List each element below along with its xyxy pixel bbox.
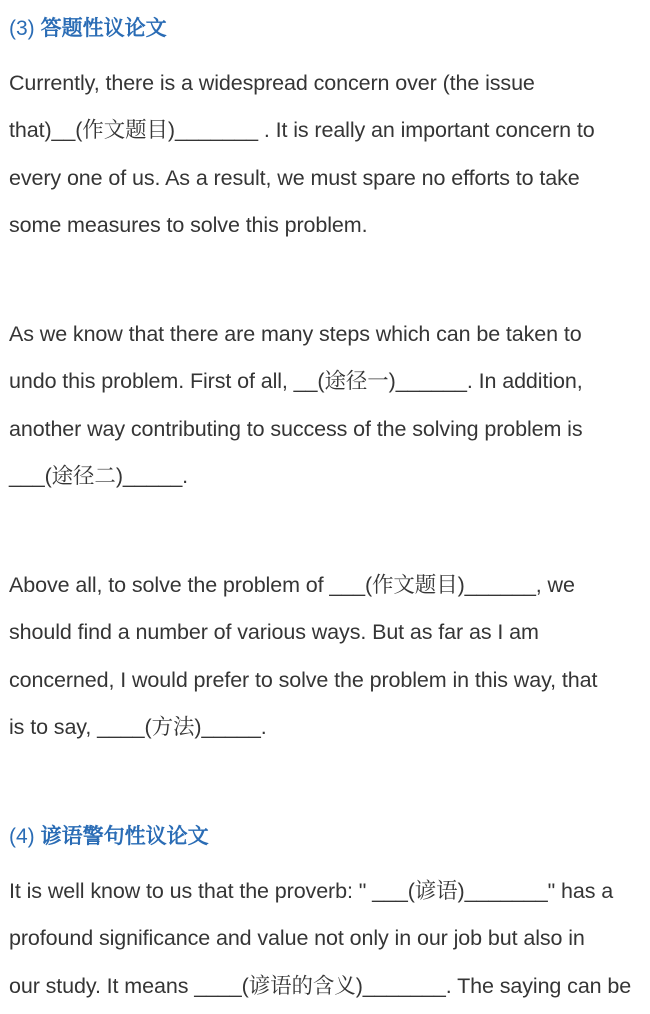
- paragraph-intro: [9, 60, 639, 249]
- section-number: (4): [9, 825, 35, 848]
- text-line: some measures to solve this problem.: [9, 212, 368, 237]
- text-line: is to say, ____(方法)_____.: [9, 714, 267, 739]
- paragraph-conclusion: [9, 562, 639, 751]
- text-line: ___(途径二)_____.: [9, 463, 189, 488]
- text-line: As we know that there are many steps which can be taken to: [9, 322, 582, 346]
- text-line: Currently, there is a widespread concern over (the issue: [9, 71, 535, 95]
- text-line: Above all, to solve the problem of ___(作文题目)______, we: [9, 573, 575, 597]
- section-number: (3): [9, 17, 35, 40]
- text-line: that)__(作文题目)_______ . It is really an important concern to: [9, 118, 595, 143]
- text-line: our study. It means ____(谚语的含义)_______. The saying can be: [9, 973, 632, 998]
- paragraph-steps: [9, 311, 639, 500]
- text-line: should find a number of various ways. But as far as I am: [9, 620, 539, 645]
- section-title: 答题性议论文: [40, 17, 167, 40]
- section-title: 谚语警句性议论文: [40, 825, 209, 848]
- text-line: another way contributing to success of the solving problem is: [9, 416, 583, 441]
- section-heading-4: [9, 822, 209, 852]
- text-line: It is well know to us that the proverb: " ___(谚语)_______" has a: [9, 879, 614, 903]
- section-heading-3: [9, 14, 167, 44]
- text-line: profound significance and value not only in our job but also in: [9, 926, 585, 951]
- text-line: every one of us. As a result, we must spare no efforts to take: [9, 165, 580, 190]
- text-line: undo this problem. First of all, __(途径一)______. In addition,: [9, 369, 583, 394]
- paragraph-proverb: [9, 868, 639, 1010]
- text-line: concerned, I would prefer to solve the problem in this way, that: [9, 667, 598, 692]
